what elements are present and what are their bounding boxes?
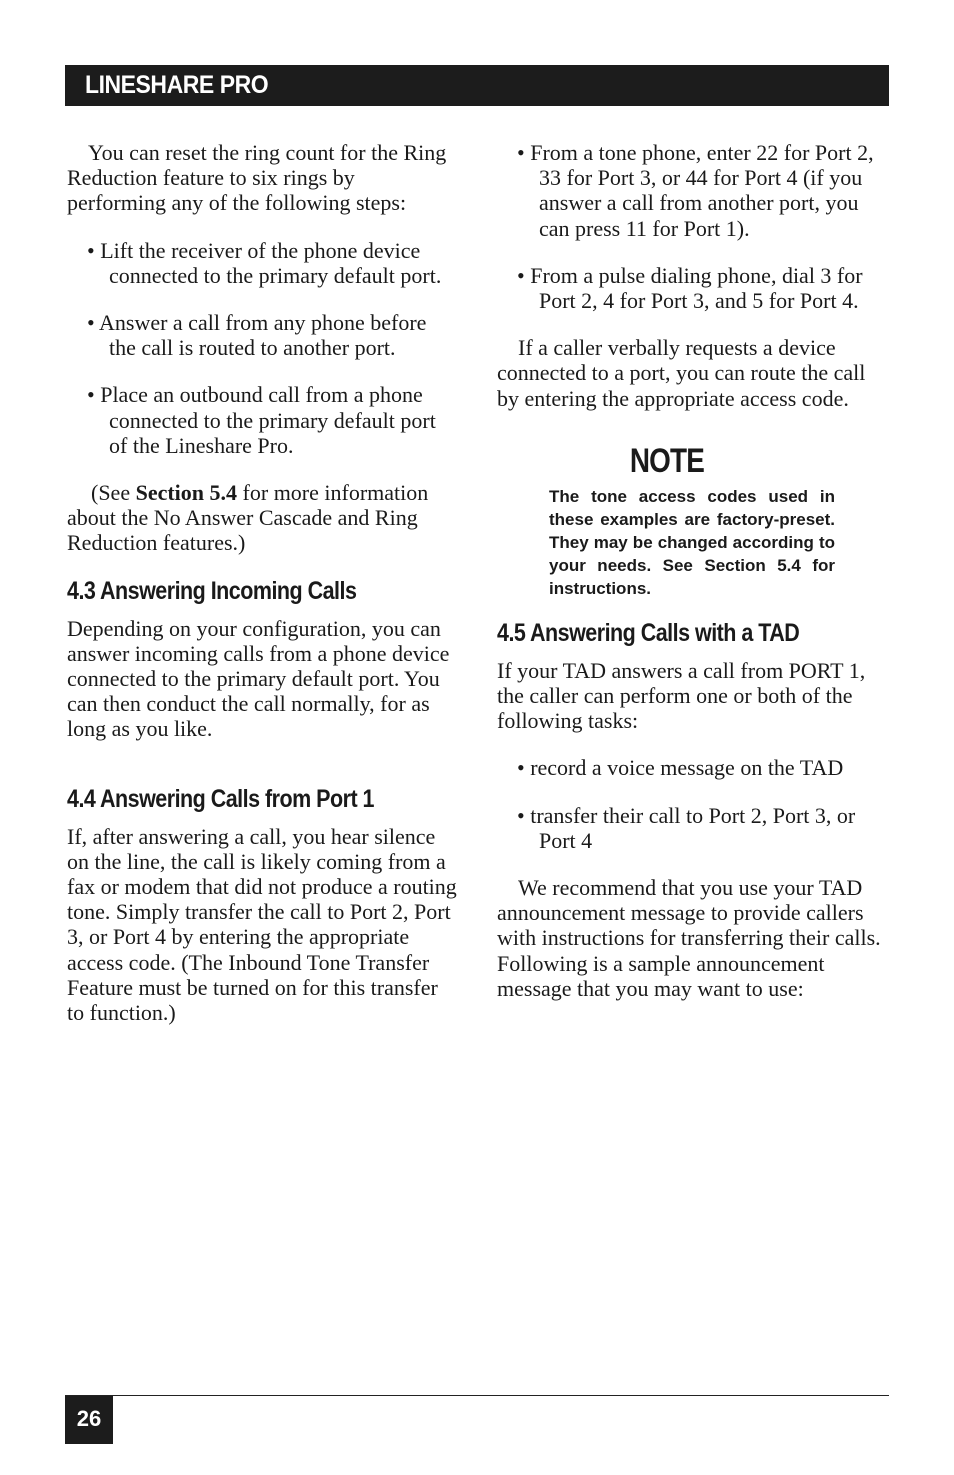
running-header — [65, 65, 889, 106]
verbal-request-paragraph: If a caller verbally requests a device connected to a port, you can route the call by entering the appropriate access code. — [497, 335, 866, 411]
bullet-item: • Lift the receiver of the phone device connected to the primary default port. — [87, 237, 442, 288]
section-reference: Section 5.4 — [135, 480, 238, 506]
section-heading-4-5: 4.5 Answering Calls with a TAD — [497, 618, 800, 647]
section-4-5-closing: We recommend that you use your TAD announcement message to provide callers with instructions for transferring their calls. Following is a sample announcement message that you may want to use: — [497, 875, 881, 1001]
header-title: LINESHARE PRO — [85, 71, 269, 99]
bullet-item: • From a tone phone, enter 22 for Port 2, 33 for Port 3, or 44 for Port 4 (if you answer a call from another port, you can press 11 for Port 1). — [517, 140, 874, 241]
intro-paragraph: You can reset the ring count for the Ring Reduction feature to six rings by performing any of the following steps: — [67, 140, 447, 216]
section-4-5-intro: If your TAD answers a call from PORT 1, the caller can perform one or both of the following tasks: — [497, 657, 866, 734]
see-suffix: for more information about the No Answer Cascade and Ring Reduction features.) — [67, 480, 429, 556]
section-4-3-body: Depending on your configuration, you can answer incoming calls from a phone device connected to the primary default port. You can then conduct the call normally, for as long as you like. — [67, 615, 450, 742]
see-section-paragraph — [67, 480, 457, 556]
bullet-item: • Place an outbound call from a phone connected to the primary default port of the Lineshare Pro. — [87, 382, 436, 458]
footer-rule — [65, 1395, 889, 1396]
see-prefix: (See — [91, 480, 136, 506]
page-number-box — [65, 1396, 113, 1444]
section-heading-4-4: 4.4 Answering Calls from Port 1 — [67, 784, 374, 813]
page-number: 26 — [76, 1406, 102, 1431]
bullet-item: • Answer a call from any phone before the call is routed to another port. — [87, 310, 427, 361]
note-body: The tone access codes used in these examples are factory-preset. They may be changed according to your needs. See Section 5.4 for instructions. — [549, 486, 835, 598]
section-heading-4-3: 4.3 Answering Incoming Calls — [67, 576, 357, 605]
note-heading: NOTE — [629, 441, 705, 480]
bullet-item: • record a voice message on the TAD — [517, 755, 844, 781]
section-4-4-body: If, after answering a call, you hear silence on the line, the call is likely coming from a fax or modem that did not produce a routing tone. Simply transfer the call to Port 2, Port 3, or Port 4 by entering the appropriate access code. (The Inbound Tone Transfer Feature must be turned on for this transfer to function.) — [67, 823, 457, 1026]
right-column — [497, 140, 889, 1001]
bullet-item: • From a pulse dialing phone, dial 3 for Port 2, 4 for Port 3, and 5 for Port 4. — [517, 262, 863, 314]
bullet-item: • transfer their call to Port 2, Port 3, or Port 4 — [517, 802, 856, 853]
left-column — [67, 140, 457, 1025]
